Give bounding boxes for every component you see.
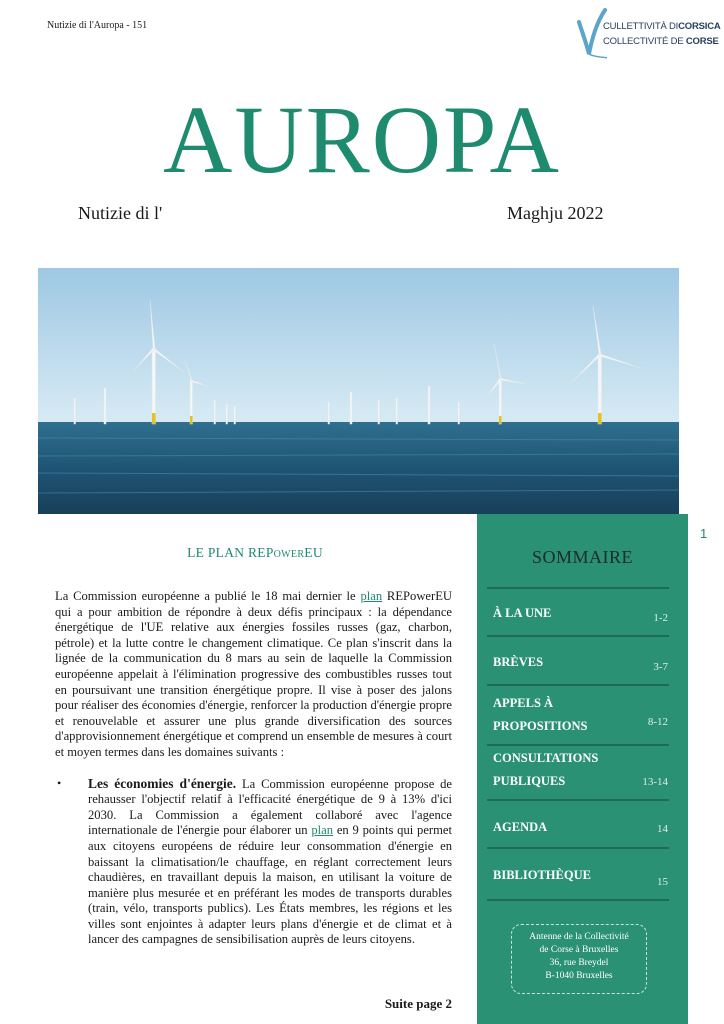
article-body — [55, 589, 452, 948]
logo-line-corse: COLLECTIVITÉ DE CORSE — [603, 36, 719, 47]
bullet-title: Les économies d'énergie. — [88, 775, 237, 791]
issue-header: Nutizie di l'Auropa - 151 — [47, 20, 148, 31]
collectivite-corse-logo — [577, 8, 721, 62]
toc-pages: 3-7 — [653, 661, 668, 673]
toc-item-agenda[interactable]: AGENDA — [493, 820, 548, 834]
page-number: 1 — [700, 526, 708, 541]
article-title: LE PLAN REPOWEREU — [187, 545, 323, 560]
toc-pages: 15 — [657, 876, 668, 888]
bullet-icon: • — [57, 775, 62, 790]
list-item: • Les économies d'énergie. La Commission européenne propose de rehausser l'objectif relatif à l'efficacité énergétique de 9 à 13% d'ici 2030. La Commission a également collaboré avec l'agence internationale de l'énergie pour élaborer un plan en 9 points qui permet aux citoyens européens de réduire leur consommation d'énergie en baissant la climatisation/le chauffage, en réglant correctement leurs chaudières, en travaillant depuis la maison, en utilisant la voiture de manière plus mesurée et en préférant les modes de transports durables (train, vélo, transports publics). Les États membres, les régions et les villes sont enjointes à adapter leurs plans d'énergie et de climat et à lancer des campagnes de sensibilisation auprès de leurs citoyens. — [57, 775, 452, 947]
article-paragraph: La Commission européenne a publié le 18 mai dernier le plan REPowerEU qui a pour ambition de répondre à deux défis principaux : la dépendance énergétique de l'UE relative aux énergies fossiles russes (gaz, charbon, pétrole) et la lutte contre le changement climatique. Ce plan s'inscrit dans la lignée de la communication du 8 mars au sein de laquelle la Commission européenne appelait à l'élimination progressive des combustibles russes tout en poursuivant une transition énergétique propre. Il vise à poser des jalons pour réaliser des économies d'énergie, renforcer la production d'énergie propre et renouvelable et assurer une plus grande diversification des sources d'approvisionnement énergétique et comprend un ensemble de mesures à court et moyen termes dans les domaines suivants : — [55, 589, 452, 759]
toc-pages: 13-14 — [642, 776, 668, 788]
toc-pages: 8-12 — [647, 716, 668, 728]
masthead-title: AUROPA — [163, 86, 561, 193]
issue-date: Maghju 2022 — [507, 203, 604, 223]
sommaire-sidebar — [477, 514, 688, 1024]
check-swoosh-icon — [577, 8, 607, 62]
continued-note: Suite page 2 — [384, 996, 452, 1011]
divider — [487, 744, 669, 746]
toc-item-appels[interactable]: APPELS À PROPOSITIONS — [493, 696, 588, 733]
masthead-subtitle: Nutizie di l' — [78, 203, 163, 223]
plan-link[interactable]: plan — [360, 589, 383, 603]
sommaire-title: SOMMAIRE — [531, 547, 633, 567]
toc-item-a-la-une[interactable]: À LA UNE — [493, 606, 552, 620]
divider — [487, 799, 669, 801]
wind-farm-photo — [38, 268, 679, 514]
toc-pages: 1-2 — [653, 612, 668, 624]
divider — [487, 587, 669, 589]
divider — [487, 684, 669, 686]
divider — [487, 635, 669, 637]
logo-line-corsica: CULLETTIVITÀ DICORSICA — [603, 21, 721, 32]
toc-item-bibliotheque[interactable]: BIBLIOTHÈQUE — [493, 868, 591, 882]
address-box: Antenne de la Collectivité de Corse à Bruxelles 36, rue Breydel B-1040 Bruxelles — [511, 924, 647, 994]
nine-point-plan-link[interactable]: plan — [311, 823, 334, 838]
divider — [487, 847, 669, 849]
divider — [487, 899, 669, 901]
toc-item-breves[interactable]: BRÈVES — [493, 655, 544, 669]
toc-item-consultations[interactable]: CONSULTATIONS PUBLIQUES — [493, 751, 599, 788]
toc-pages: 14 — [657, 823, 668, 835]
